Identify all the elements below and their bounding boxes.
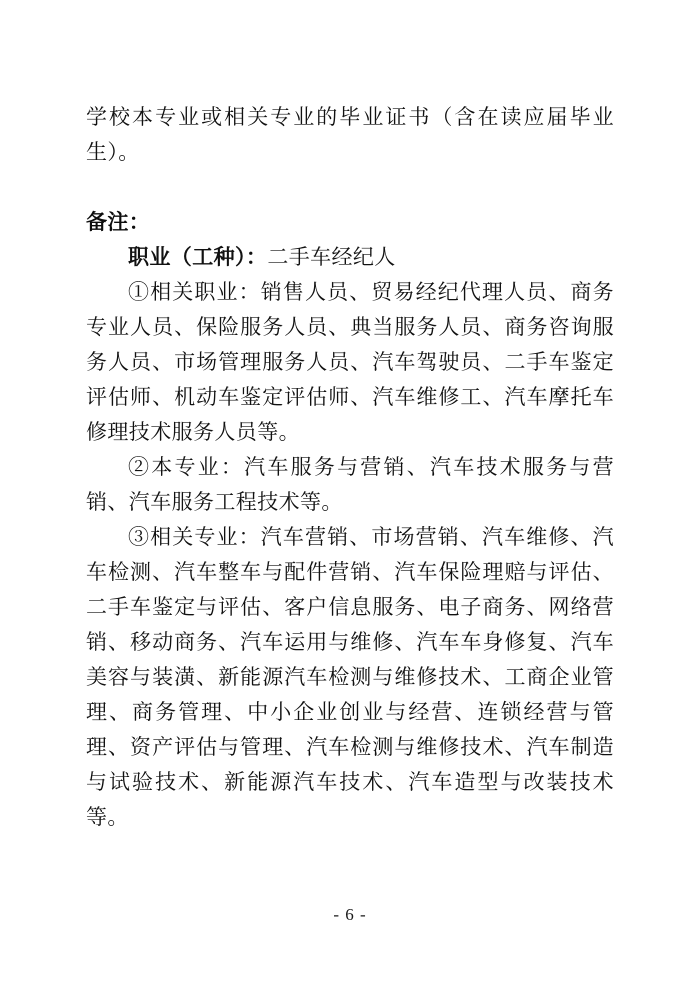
related-majors-text: 汽车营销、市场营销、汽车维修、汽车检测、汽车整车与配件营销、汽车保险理赔与评估、二手车鉴定与评估、客户信息服务、电子商务、网络营销、移动商务、汽车运用与维修、汽车车身修复、汽车美容与装潢、新能源汽车检测与维修技术、工商企业管理、商务管理、中小企业创业与经营、连锁经营与管理、资产评估与管理、汽车检测与维修技术、汽车制造与试验技术、新能源汽车技术、汽车造型与改装技术等。 (86, 525, 614, 829)
related-occupations-marker: ①相关职业： (128, 280, 261, 304)
notes-heading: 备注： (86, 210, 151, 234)
page-number: - 6 - (333, 905, 367, 924)
paragraph-spacer (86, 170, 614, 205)
related-occupations-text: 销售人员、贸易经纪代理人员、商务专业人员、保险服务人员、典当服务人员、商务咨询服务人员、市场管理服务人员、汽车驾驶员、二手车鉴定评估师、机动车鉴定评估师、汽车维修工、汽车摩托车修理技术服务人员等。 (86, 280, 614, 444)
occupation-line (86, 240, 614, 275)
related-occupations-item (86, 275, 614, 450)
core-major-marker: ②本专业： (128, 455, 245, 479)
core-major-text: 汽车服务与营销、汽车技术服务与营销、汽车服务工程技术等。 (86, 455, 615, 514)
occupation-label: 职业（工种）： (128, 245, 268, 269)
related-majors-item (86, 520, 614, 835)
document-body (86, 100, 614, 835)
continuation-paragraph: 学校本专业或相关专业的毕业证书（含在读应届毕业生）。 (86, 105, 614, 164)
related-majors-marker: ③相关专业： (128, 525, 261, 549)
occupation-value: 二手车经纪人 (267, 245, 396, 269)
core-major-item (86, 450, 614, 520)
